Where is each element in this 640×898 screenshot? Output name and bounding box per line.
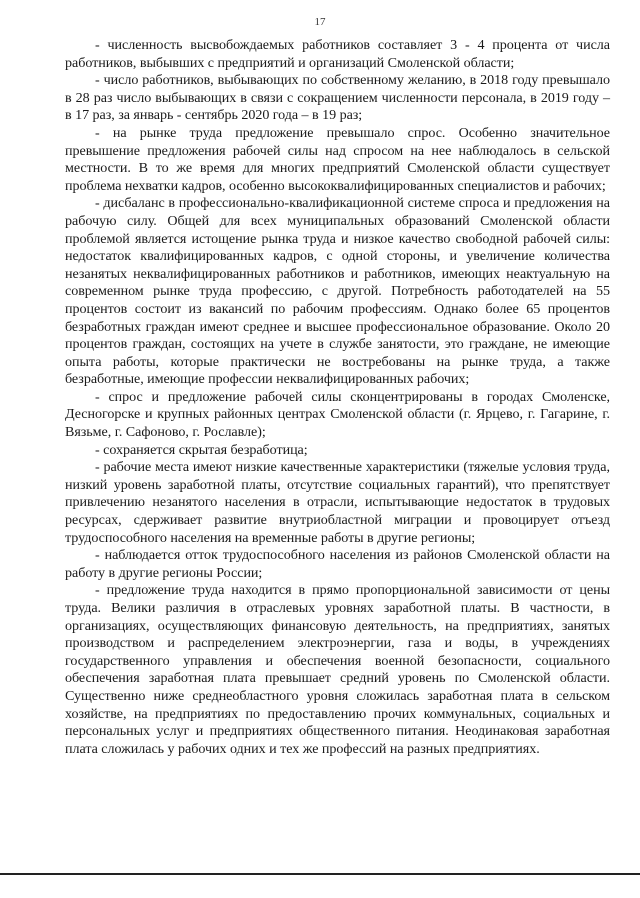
paragraph-labor-supply-exceeds-demand: - на рынке труда предложение превышало спрос. Особенно значительное превышение предложения рабочей силы над спросом на нее наблюдалось в сельской местности. В то же время для многих предприятий Смоленской области существует проблема нехватки кадров, особенно высококвалифицированных специалистов и рабочих; [65,124,610,194]
document-body [65,37,610,758]
paragraph-released-workers-share: - численность высвобождаемых работников составляет 3 - 4 процента от числа работников, выбывших с предприятий и организаций Смоленской области; [65,37,610,71]
paragraph-qualification-imbalance: - дисбаланс в профессионально-квалификационной системе спроса и предложения на рабочую силу. Общей для всех муниципальных образований Смоленской области проблемой является истощение рынка труда и низкое качество свободной рабочей силы: недостаток квалифицированных кадров, с одной стороны, и увеличение количества незанятых неквалифицированных работников и работников, имеющих неактуальную на современном рынке труда профессию, с другой. Потребность работодателей на 55 процентов состоит из вакансий по рабочим профессиям. Однако более 65 процентов безработных граждан имеют среднее и высшее профессиональное образование. Около 20 процентов граждан, состоящих на учете в службе занятости, это граждане, не имеющие опыта работы, которые практически не востребованы на рынке труда, а также безработные, имеющие профессии неквалифицированных рабочих; [65,195,610,388]
paragraph-wage-dependence: - предложение труда находится в прямо пропорциональной зависимости от цены труда. Велики различия в отраслевых уровнях заработной платы. В частности, в организациях, осуществляющих финансовую деятельность, на предприятиях, занятых производством и распределением электроэнергии, газа и воды, в учреждениях государственного управления и обеспечения военной безопасности, социального обеспечения заработная плата превышает средний уровень по Смоленской области. Существенно ниже среднеобластного уровня сложилась заработная плата в сельском хозяйстве, на предприятиях по предоставлению прочих коммунальных, социальных и персональных услуг и предприятиях общественного питания. Неодинаковая заработная плата сложилась у рабочих одних и тех же профессий на разных предприятиях. [65,582,610,757]
page-bottom-divider [0,873,640,875]
page-number: 17 [314,16,326,28]
paragraph-demand-concentration: - спрос и предложение рабочей силы сконцентрированы в городах Смоленске, Десногорске и крупных районных центрах Смоленской области (г. Ярцево, г. Гагарине, г. Вязьме, г. Сафоново, г. Рославле); [65,388,610,441]
paragraph-population-outflow: - наблюдается отток трудоспособного населения из районов Смоленской области на работу в другие регионы России; [65,547,610,581]
paragraph-hidden-unemployment: - сохраняется скрытая безработица; [95,441,308,458]
paragraph-voluntary-leavers: - число работников, выбывающих по собственному желанию, в 2018 году превышало в 28 раз число выбывающих в связи с сокращением численности персонала, в 2019 году – в 17 раз, за январь - сентябрь 2020 года – в 19 раз; [65,72,610,124]
paragraph-low-quality-jobs: - рабочие места имеют низкие качественные характеристики (тяжелые условия труда, низкий уровень заработной платы, отсутствие социальных гарантий), что препятствует привлечению незанятого населения в отрасли, испытывающие недостаток в трудовых ресурсах, сдерживает развитие внутриобластной миграции и провоцирует отъезд трудоспособного населения на временные работы в другие регионы; [65,459,610,546]
